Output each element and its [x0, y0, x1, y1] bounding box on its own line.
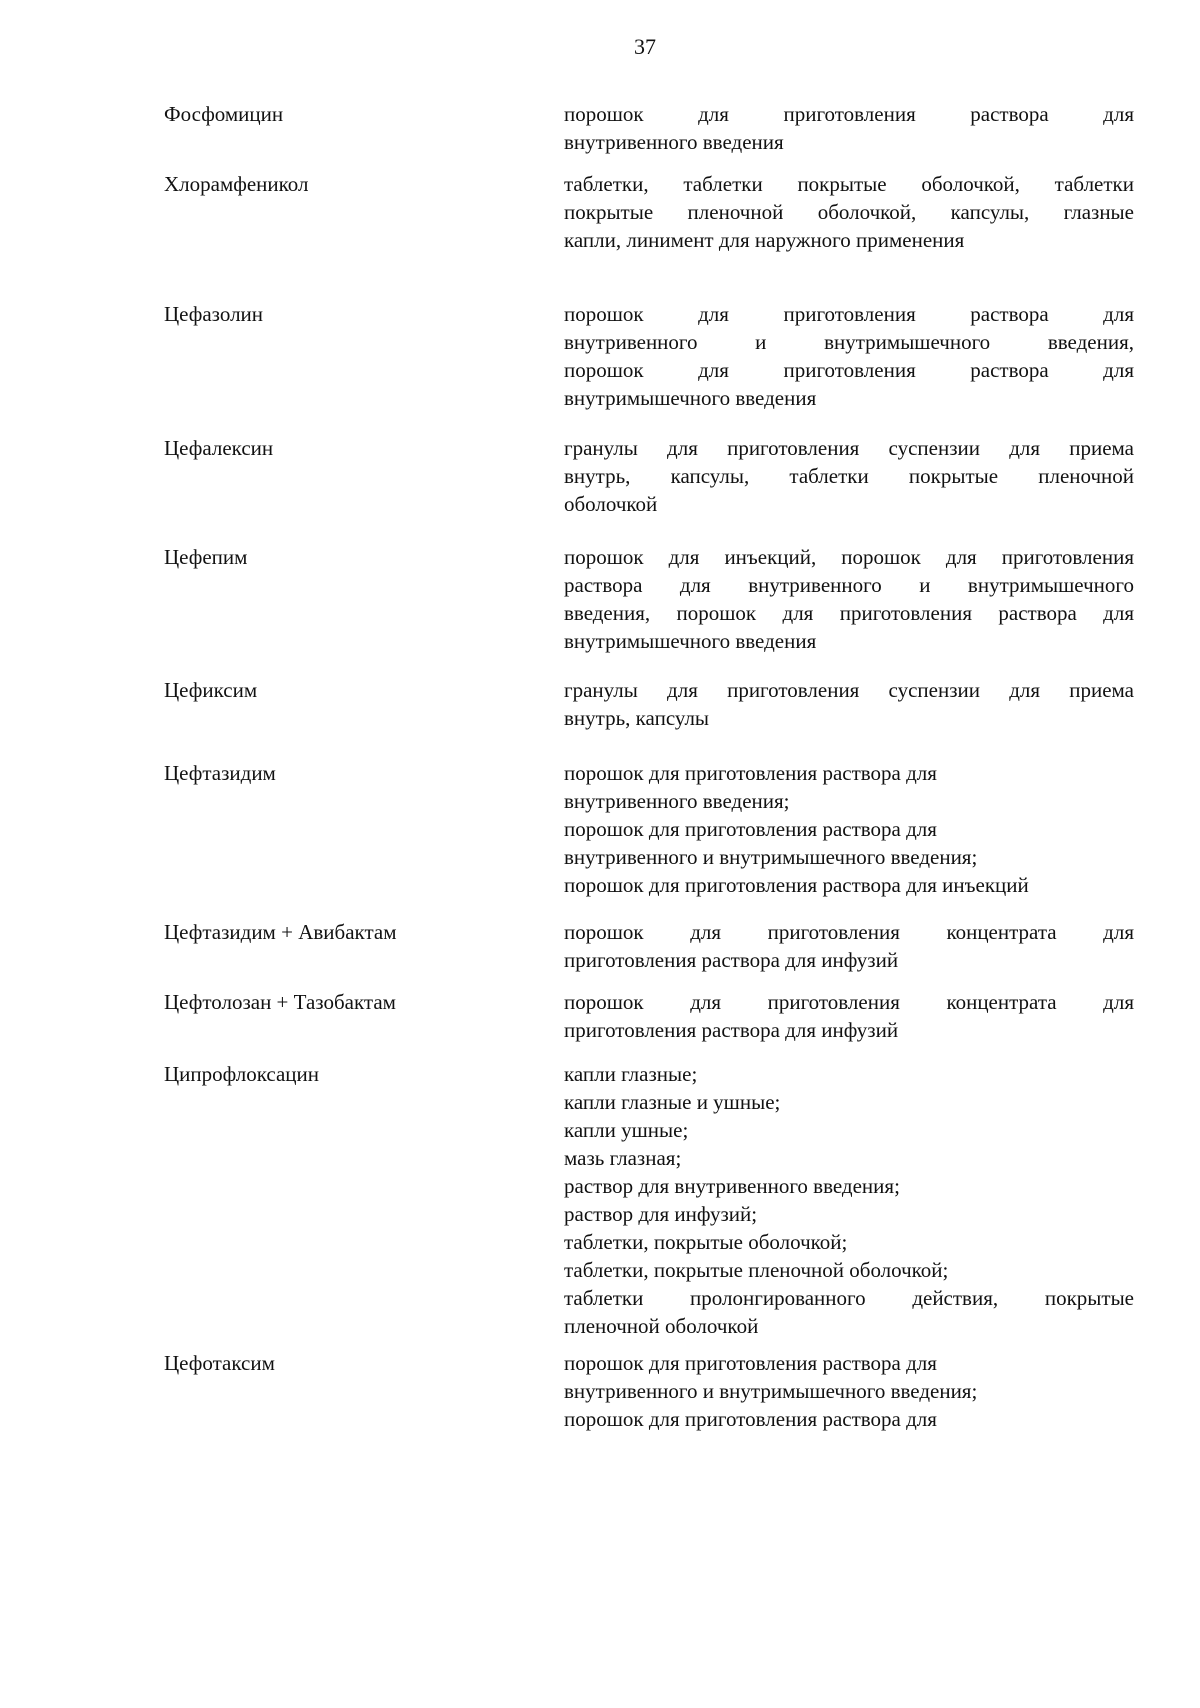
dosage-form-line: порошок для приготовления концентрата для — [564, 920, 1134, 944]
dosage-forms — [564, 759, 1134, 899]
dosage-form-line: внутримышечного введения — [564, 629, 817, 653]
dosage-form-line: раствор для инфузий; — [564, 1202, 758, 1226]
page-number: 37 — [634, 34, 656, 59]
dosage-form-line: капли глазные; — [564, 1062, 698, 1086]
dosage-form-line: внутривенного и внутримышечного введения; — [564, 845, 978, 869]
dosage-form-line: гранулы для приготовления суспензии для приема — [564, 678, 1134, 702]
dosage-form-line: порошок для приготовления раствора для — [564, 817, 937, 841]
dosage-form-line: оболочкой — [564, 492, 658, 516]
dosage-form-line: порошок для приготовления раствора для — [564, 102, 1134, 126]
dosage-form-line: таблетки пролонгированного действия, покрытые — [564, 1286, 1134, 1310]
dosage-forms — [564, 1349, 1134, 1433]
dosage-form-line: приготовления раствора для инфузий — [564, 1018, 899, 1042]
dosage-form-line: капли глазные и ушные; — [564, 1090, 781, 1114]
dosage-forms — [564, 300, 1134, 412]
dosage-form-line: таблетки, покрытые оболочкой; — [564, 1230, 848, 1254]
dosage-form-line: порошок для приготовления раствора для инъекций — [564, 873, 1029, 897]
dosage-forms — [564, 543, 1134, 655]
dosage-forms — [564, 676, 1134, 732]
dosage-form-line: покрытые пленочной оболочкой, капсулы, глазные — [564, 200, 1134, 224]
dosage-forms — [564, 988, 1134, 1044]
drug-name: Цефтазидим — [164, 761, 276, 785]
dosage-form-line: порошок для приготовления раствора для — [564, 761, 937, 785]
dosage-form-line: мазь глазная; — [564, 1146, 682, 1170]
drug-name: Цефепим — [164, 545, 248, 569]
drug-name: Ципрофлоксацин — [164, 1062, 319, 1086]
dosage-form-line: внутривенного и внутримышечного введения, — [564, 330, 1134, 354]
drug-name: Цефотаксим — [164, 1351, 275, 1375]
drug-name: Цефазолин — [164, 302, 264, 326]
dosage-form-line: внутримышечного введения — [564, 386, 817, 410]
drug-name: Хлорамфеникол — [164, 172, 309, 196]
dosage-form-line: порошок для приготовления концентрата для — [564, 990, 1134, 1014]
dosage-form-line: порошок для приготовления раствора для — [564, 358, 1134, 382]
drug-name: Цефиксим — [164, 678, 258, 702]
dosage-form-line: раствора для внутривенного и внутримышечного — [564, 573, 1134, 597]
dosage-form-line: таблетки, таблетки покрытые оболочкой, таблетки — [564, 172, 1134, 196]
dosage-form-line: капли, линимент для наружного применения — [564, 228, 965, 252]
dosage-forms — [564, 100, 1134, 156]
drug-name: Цефалексин — [164, 436, 274, 460]
dosage-form-line: внутрь, капсулы — [564, 706, 710, 730]
dosage-form-line: пленочной оболочкой — [564, 1314, 759, 1338]
dosage-form-line: капли ушные; — [564, 1118, 689, 1142]
dosage-form-line: таблетки, покрытые пленочной оболочкой; — [564, 1258, 949, 1282]
dosage-form-line: порошок для инъекций, порошок для приготовления — [564, 545, 1134, 569]
dosage-forms — [564, 434, 1134, 518]
dosage-form-line: раствор для внутривенного введения; — [564, 1174, 900, 1198]
dosage-form-line: приготовления раствора для инфузий — [564, 948, 899, 972]
dosage-form-line: порошок для приготовления раствора для — [564, 1407, 937, 1431]
dosage-form-line: порошок для приготовления раствора для — [564, 302, 1134, 326]
dosage-form-line: внутривенного и внутримышечного введения; — [564, 1379, 978, 1403]
dosage-form-line: внутрь, капсулы, таблетки покрытые пленочной — [564, 464, 1134, 488]
dosage-form-line: внутривенного введения — [564, 130, 784, 154]
dosage-form-line: порошок для приготовления раствора для — [564, 1351, 937, 1375]
dosage-forms — [564, 918, 1134, 974]
drug-name: Цефтазидим + Авибактам — [164, 920, 397, 944]
dosage-form-line: гранулы для приготовления суспензии для приема — [564, 436, 1134, 460]
dosage-form-line: внутривенного введения; — [564, 789, 790, 813]
dosage-form-line: введения, порошок для приготовления раствора для — [564, 601, 1134, 625]
drug-name: Цефтолозан + Тазобактам — [164, 990, 396, 1014]
drug-name: Фосфомицин — [164, 102, 284, 126]
dosage-forms — [564, 1060, 1134, 1340]
dosage-forms — [564, 170, 1134, 254]
